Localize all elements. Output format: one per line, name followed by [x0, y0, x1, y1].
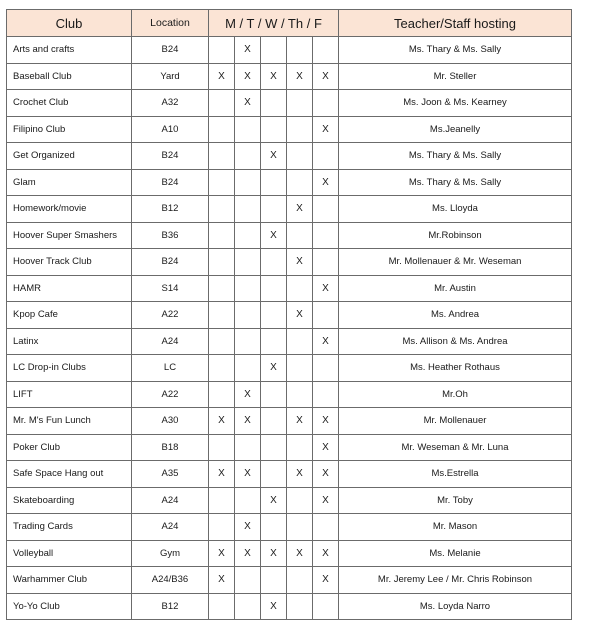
day-cell-wed — [261, 275, 287, 302]
table-row — [7, 116, 572, 143]
day-cell-tue — [235, 143, 261, 170]
day-cell-tue — [235, 593, 261, 620]
day-cell-wed — [261, 37, 287, 64]
table-row — [7, 487, 572, 514]
day-cell-tue — [235, 249, 261, 276]
day-cell-mon: X — [209, 408, 235, 435]
table-row — [7, 249, 572, 276]
day-cell-thu: X — [287, 408, 313, 435]
day-cell-thu: X — [287, 540, 313, 567]
host-cell: Mr. Mason — [339, 514, 572, 541]
day-cell-tue: X — [235, 381, 261, 408]
day-cell-wed — [261, 116, 287, 143]
location-cell: B12 — [132, 593, 209, 620]
day-cell-thu — [287, 514, 313, 541]
day-cell-wed — [261, 196, 287, 223]
day-cell-fri — [313, 143, 339, 170]
day-cell-wed — [261, 461, 287, 488]
location-cell: Yard — [132, 63, 209, 90]
day-cell-fri: X — [313, 487, 339, 514]
day-cell-wed — [261, 302, 287, 329]
day-cell-fri — [313, 222, 339, 249]
day-cell-wed: X — [261, 355, 287, 382]
host-cell: Ms. Andrea — [339, 302, 572, 329]
day-cell-mon — [209, 249, 235, 276]
club-schedule-table — [6, 9, 572, 620]
day-cell-fri: X — [313, 461, 339, 488]
host-cell: Ms. Loyda Narro — [339, 593, 572, 620]
day-cell-thu — [287, 116, 313, 143]
day-cell-mon: X — [209, 461, 235, 488]
location-cell: A24 — [132, 328, 209, 355]
day-cell-mon — [209, 222, 235, 249]
club-name-cell: Safe Space Hang out — [7, 461, 132, 488]
day-cell-mon — [209, 593, 235, 620]
day-cell-wed — [261, 514, 287, 541]
day-cell-thu — [287, 487, 313, 514]
club-name-cell: Homework/movie — [7, 196, 132, 223]
location-cell: A35 — [132, 461, 209, 488]
day-cell-fri — [313, 355, 339, 382]
day-cell-fri: X — [313, 169, 339, 196]
club-name-cell: HAMR — [7, 275, 132, 302]
day-cell-thu — [287, 328, 313, 355]
location-cell: B18 — [132, 434, 209, 461]
host-cell: Mr.Robinson — [339, 222, 572, 249]
club-name-cell: Hoover Track Club — [7, 249, 132, 276]
day-cell-mon — [209, 169, 235, 196]
day-cell-wed: X — [261, 143, 287, 170]
host-cell: Ms. Thary & Ms. Sally — [339, 37, 572, 64]
day-cell-mon — [209, 381, 235, 408]
table-row — [7, 143, 572, 170]
day-cell-fri: X — [313, 408, 339, 435]
host-cell: Ms. Thary & Ms. Sally — [339, 143, 572, 170]
club-name-cell: Trading Cards — [7, 514, 132, 541]
day-cell-thu: X — [287, 249, 313, 276]
day-cell-mon — [209, 196, 235, 223]
table-row — [7, 593, 572, 620]
day-cell-thu — [287, 355, 313, 382]
table-row — [7, 328, 572, 355]
header-location: Location — [132, 10, 209, 37]
location-cell: A24/B36 — [132, 567, 209, 594]
day-cell-tue — [235, 328, 261, 355]
day-cell-thu: X — [287, 461, 313, 488]
header-row — [7, 10, 572, 37]
day-cell-fri: X — [313, 540, 339, 567]
location-cell: B24 — [132, 37, 209, 64]
table-row — [7, 63, 572, 90]
club-name-cell: Baseball Club — [7, 63, 132, 90]
host-cell: Mr. Mollenauer & Mr. Weseman — [339, 249, 572, 276]
day-cell-tue — [235, 275, 261, 302]
club-name-cell: Yo-Yo Club — [7, 593, 132, 620]
host-cell: Ms. Allison & Ms. Andrea — [339, 328, 572, 355]
location-cell: A30 — [132, 408, 209, 435]
day-cell-tue: X — [235, 90, 261, 117]
day-cell-thu — [287, 434, 313, 461]
day-cell-tue — [235, 302, 261, 329]
club-name-cell: Kpop Cafe — [7, 302, 132, 329]
club-name-cell: Hoover Super Smashers — [7, 222, 132, 249]
day-cell-wed — [261, 249, 287, 276]
table-row — [7, 408, 572, 435]
day-cell-mon — [209, 143, 235, 170]
host-cell: Ms. Joon & Ms. Kearney — [339, 90, 572, 117]
day-cell-tue: X — [235, 63, 261, 90]
club-name-cell: LC Drop-in Clubs — [7, 355, 132, 382]
day-cell-tue — [235, 567, 261, 594]
day-cell-wed: X — [261, 593, 287, 620]
day-cell-tue: X — [235, 408, 261, 435]
club-name-cell: Get Organized — [7, 143, 132, 170]
table-row — [7, 302, 572, 329]
day-cell-wed: X — [261, 487, 287, 514]
day-cell-mon — [209, 302, 235, 329]
day-cell-fri — [313, 196, 339, 223]
club-name-cell: Crochet Club — [7, 90, 132, 117]
day-cell-thu — [287, 275, 313, 302]
table-row — [7, 222, 572, 249]
day-cell-tue: X — [235, 540, 261, 567]
host-cell: Ms. Heather Rothaus — [339, 355, 572, 382]
day-cell-thu — [287, 90, 313, 117]
day-cell-wed: X — [261, 222, 287, 249]
day-cell-fri — [313, 593, 339, 620]
day-cell-thu — [287, 169, 313, 196]
table-row — [7, 461, 572, 488]
day-cell-mon — [209, 514, 235, 541]
day-cell-mon — [209, 37, 235, 64]
host-cell: Mr. Jeremy Lee / Mr. Chris Robinson — [339, 567, 572, 594]
location-cell: B24 — [132, 169, 209, 196]
host-cell: Mr.Oh — [339, 381, 572, 408]
table-row — [7, 37, 572, 64]
header-club: Club — [7, 10, 132, 37]
table-row — [7, 540, 572, 567]
location-cell: A24 — [132, 487, 209, 514]
day-cell-mon — [209, 116, 235, 143]
location-cell: A24 — [132, 514, 209, 541]
host-cell: Ms.Estrella — [339, 461, 572, 488]
host-cell: Mr. Austin — [339, 275, 572, 302]
day-cell-fri: X — [313, 63, 339, 90]
day-cell-wed — [261, 328, 287, 355]
day-cell-thu: X — [287, 302, 313, 329]
club-name-cell: Skateboarding — [7, 487, 132, 514]
day-cell-fri — [313, 37, 339, 64]
table-row — [7, 381, 572, 408]
day-cell-mon: X — [209, 540, 235, 567]
day-cell-tue: X — [235, 461, 261, 488]
day-cell-fri: X — [313, 328, 339, 355]
host-cell: Mr. Mollenauer — [339, 408, 572, 435]
day-cell-fri: X — [313, 567, 339, 594]
day-cell-wed — [261, 567, 287, 594]
day-cell-mon — [209, 355, 235, 382]
day-cell-thu: X — [287, 196, 313, 223]
day-cell-fri: X — [313, 275, 339, 302]
club-name-cell: Poker Club — [7, 434, 132, 461]
location-cell: B24 — [132, 249, 209, 276]
host-cell: Ms. Melanie — [339, 540, 572, 567]
location-cell: B12 — [132, 196, 209, 223]
day-cell-fri — [313, 302, 339, 329]
table-row — [7, 355, 572, 382]
location-cell: A22 — [132, 302, 209, 329]
day-cell-mon — [209, 434, 235, 461]
day-cell-tue: X — [235, 37, 261, 64]
table-row — [7, 196, 572, 223]
day-cell-mon — [209, 328, 235, 355]
host-cell: Mr. Steller — [339, 63, 572, 90]
location-cell: Gym — [132, 540, 209, 567]
day-cell-thu — [287, 143, 313, 170]
club-name-cell: Arts and crafts — [7, 37, 132, 64]
day-cell-tue: X — [235, 514, 261, 541]
location-cell: A10 — [132, 116, 209, 143]
day-cell-thu — [287, 567, 313, 594]
table-row — [7, 567, 572, 594]
day-cell-wed — [261, 90, 287, 117]
club-name-cell: Volleyball — [7, 540, 132, 567]
table-row — [7, 275, 572, 302]
day-cell-mon — [209, 487, 235, 514]
table-row — [7, 90, 572, 117]
day-cell-thu — [287, 222, 313, 249]
table-row — [7, 169, 572, 196]
day-cell-wed — [261, 381, 287, 408]
host-cell: Ms. Thary & Ms. Sally — [339, 169, 572, 196]
location-cell: A22 — [132, 381, 209, 408]
host-cell: Ms.Jeanelly — [339, 116, 572, 143]
day-cell-fri — [313, 381, 339, 408]
day-cell-wed — [261, 408, 287, 435]
club-name-cell: Mr. M's Fun Lunch — [7, 408, 132, 435]
host-cell: Mr. Toby — [339, 487, 572, 514]
day-cell-fri: X — [313, 116, 339, 143]
club-name-cell: LIFT — [7, 381, 132, 408]
day-cell-tue — [235, 434, 261, 461]
day-cell-mon: X — [209, 63, 235, 90]
day-cell-mon — [209, 275, 235, 302]
day-cell-tue — [235, 487, 261, 514]
header-host: Teacher/Staff hosting — [339, 10, 572, 37]
day-cell-thu: X — [287, 63, 313, 90]
day-cell-tue — [235, 222, 261, 249]
location-cell: LC — [132, 355, 209, 382]
table-row — [7, 514, 572, 541]
day-cell-thu — [287, 37, 313, 64]
location-cell: B36 — [132, 222, 209, 249]
day-cell-tue — [235, 355, 261, 382]
host-cell: Ms. Lloyda — [339, 196, 572, 223]
day-cell-wed — [261, 434, 287, 461]
day-cell-tue — [235, 116, 261, 143]
host-cell: Mr. Weseman & Mr. Luna — [339, 434, 572, 461]
day-cell-tue — [235, 196, 261, 223]
location-cell: A32 — [132, 90, 209, 117]
day-cell-mon — [209, 90, 235, 117]
location-cell: S14 — [132, 275, 209, 302]
header-days: M / T / W / Th / F — [209, 10, 339, 37]
club-name-cell: Filipino Club — [7, 116, 132, 143]
day-cell-wed — [261, 169, 287, 196]
day-cell-tue — [235, 169, 261, 196]
day-cell-fri — [313, 90, 339, 117]
club-name-cell: Latinx — [7, 328, 132, 355]
day-cell-fri: X — [313, 434, 339, 461]
table-row — [7, 434, 572, 461]
day-cell-mon: X — [209, 567, 235, 594]
day-cell-wed: X — [261, 63, 287, 90]
day-cell-wed: X — [261, 540, 287, 567]
day-cell-thu — [287, 381, 313, 408]
day-cell-fri — [313, 249, 339, 276]
day-cell-thu — [287, 593, 313, 620]
day-cell-fri — [313, 514, 339, 541]
club-name-cell: Glam — [7, 169, 132, 196]
location-cell: B24 — [132, 143, 209, 170]
club-name-cell: Warhammer Club — [7, 567, 132, 594]
